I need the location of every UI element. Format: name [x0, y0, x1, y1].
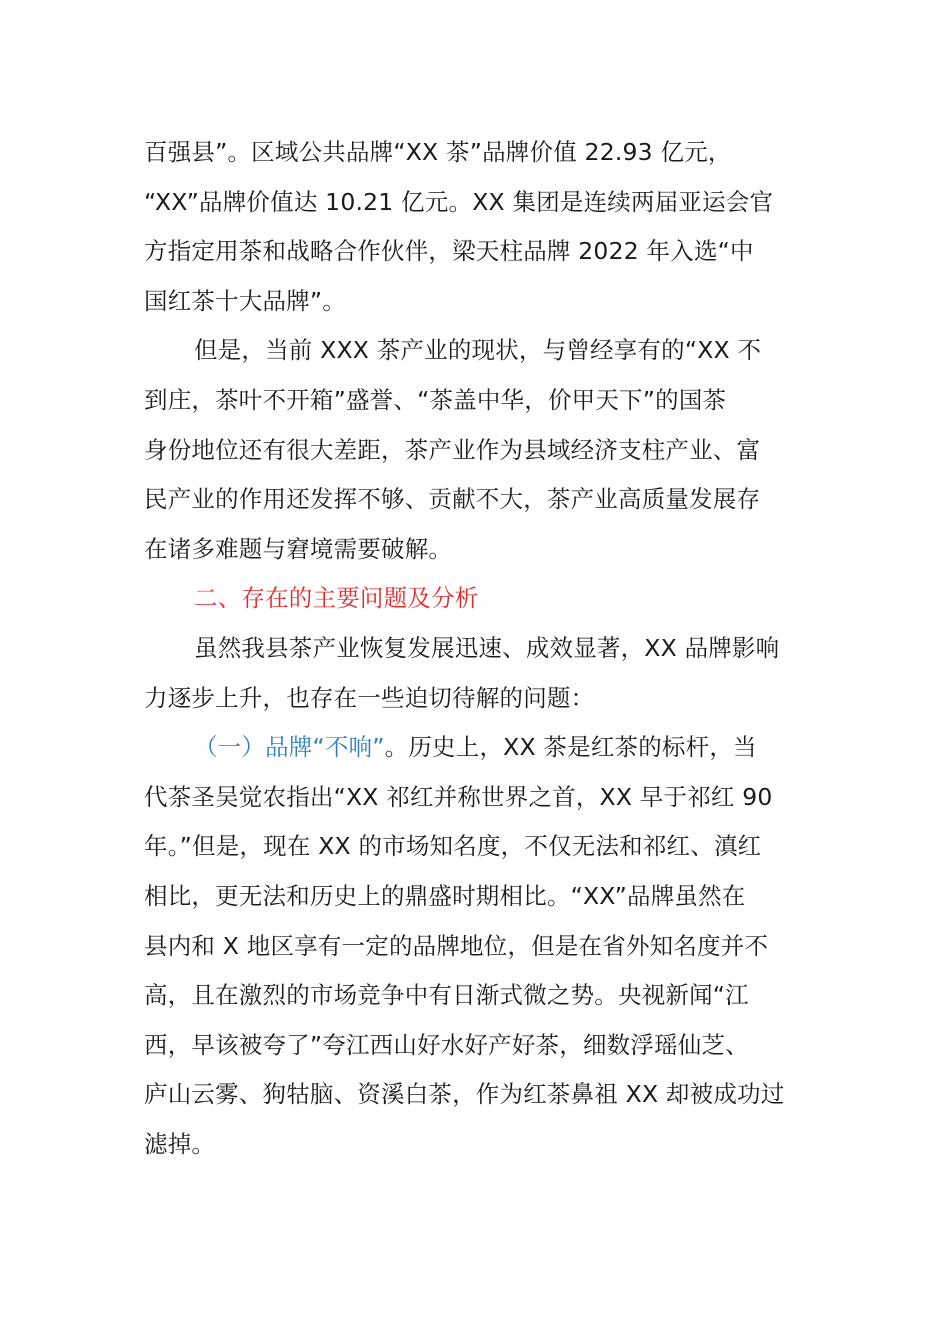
paragraph-line: 百强县”。区域公共品牌“XX 茶”品牌价值 22.93 亿元，	[144, 138, 732, 166]
section-heading: 二、存在的主要问题及分析	[194, 584, 479, 613]
paragraph-line: 但是，当前 XXX 茶产业的现状，与曾经享有的“XX 不	[194, 336, 762, 365]
paragraph-line: 身份地位还有很大差距，茶产业作为县域经济支柱产业、富	[144, 435, 761, 464]
paragraph-line: 庐山云雾、狗牯脑、资溪白茶，作为红茶鼻祖 XX 却被成功过	[144, 1080, 785, 1109]
paragraph-line: “XX”品牌价值达 10.21 亿元。XX 集团是连续两届亚运会官	[144, 187, 774, 216]
paragraph-line: 方指定用茶和战略合作伙伴，梁天柱品牌 2022 年入选“中	[144, 237, 754, 266]
document-body	[144, 128, 808, 1169]
paragraph-line: 代茶圣吴觉农指出“XX 祁红并称世界之首，XX 早于祁红 90	[144, 782, 773, 811]
paragraph-line: 高，且在激烈的市场竞争中有日渐式微之势。央视新闻“江	[144, 981, 749, 1010]
paragraph-line: 西，早该被夸了”夸江西山好水好产好茶，细数浮瑶仙芝、	[144, 1030, 749, 1059]
paragraph-line: 力逐步上升，也存在一些迫切待解的问题：	[144, 683, 595, 712]
subheading-line	[144, 723, 808, 773]
paragraph-line: 县内和 X 地区享有一定的品牌地位，但是在省外知名度并不	[144, 931, 769, 960]
paragraph-line: 国红茶十大品牌”。	[144, 286, 346, 315]
subheading-title: （一）品牌“不响”	[194, 733, 385, 762]
paragraph-line: 相比，更无法和历史上的鼎盛时期相比。“XX”品牌虽然在	[144, 881, 746, 910]
paragraph-line: 滤掉。	[144, 1129, 216, 1158]
paragraph-line: 民产业的作用还发挥不够、贡献不大，茶产业高质量发展存	[144, 485, 761, 514]
paragraph-line: 虽然我县茶产业恢复发展迅速、成效显著，XX 品牌影响	[194, 633, 780, 662]
paragraph-line: 在诸多难题与窘境需要破解。	[144, 534, 453, 563]
paragraph-line: 年。”但是，现在 XX 的市场知名度，不仅无法和祁红、滇红	[144, 832, 762, 861]
subheading-text: 。历史上，XX 茶是红茶的标杆，当	[384, 733, 757, 762]
paragraph-line: 到庄，茶叶不开箱”盛誉、“茶盖中华，价甲天下”的国茶	[144, 385, 727, 414]
